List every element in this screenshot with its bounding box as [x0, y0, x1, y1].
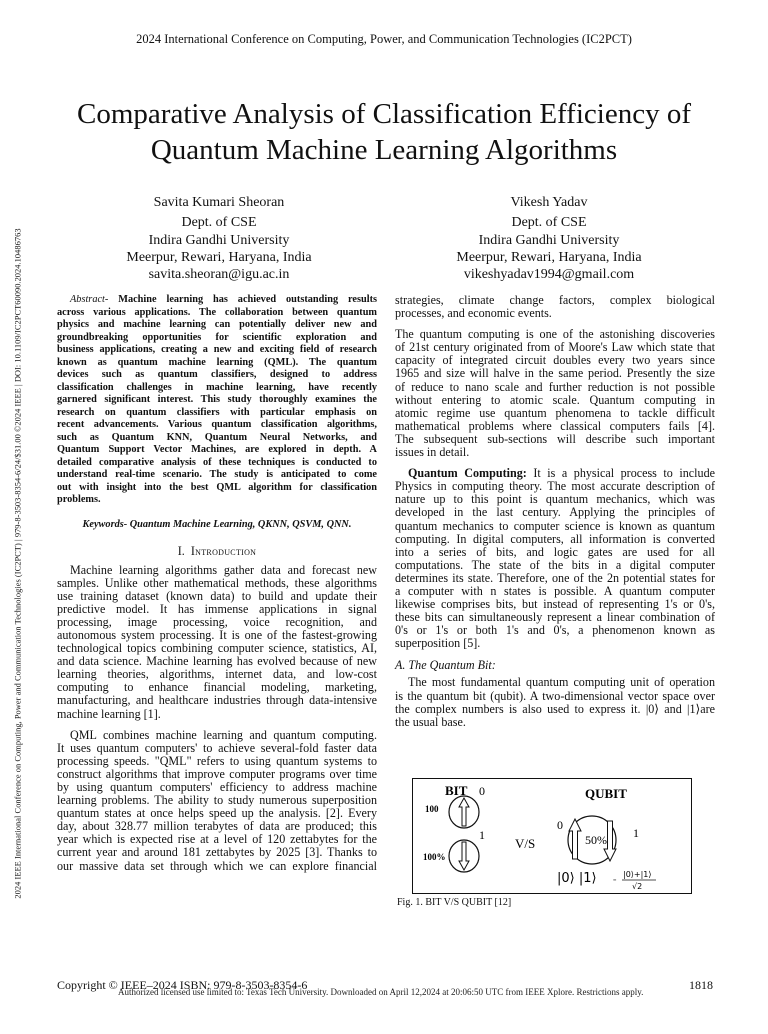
paragraph-line: manufacturing, and healthcare industries through data-intensive [57, 693, 377, 708]
right-paragraph-quantum-computing-intro [395, 328, 715, 459]
abstract-line: known as quantum machine learning (QML). The quantum [57, 356, 377, 368]
paragraph-line: Physics in computing theory. The most accurate description of [395, 479, 715, 494]
paragraph-line: quantum mechanics to computer science is known as quantum [395, 518, 715, 533]
bit-percent-bottom: 100% [423, 852, 446, 862]
paragraph-line: quantum states at once helps speed up the analysis. [2]. Every [57, 806, 377, 821]
abstract-line: detailed comparative analysis of these techniques is conducted to [57, 456, 377, 468]
paragraph-line: The most fundamental quantum computing unit of operation [408, 675, 715, 690]
paragraph-line: 1965 and size will halve in the same period. Presently the size [395, 366, 715, 381]
abstract-line [57, 294, 377, 307]
right-paragraph-quantum-computing [395, 467, 715, 650]
title-line-2: Quantum Machine Learning Algorithms [150, 134, 618, 166]
section-number: I. [177, 543, 185, 558]
author-location: Meerpur, Rewari, Haryana, India [126, 249, 312, 265]
paragraph-line: superposition [5]. [395, 636, 481, 651]
abstract-line: physics and machine learning can potentially deliver new and [57, 319, 377, 330]
paragraph-line: Machine learning algorithms gather data and forecast new [70, 562, 377, 577]
paragraph-line: predictive model. It has immense applications in signal [57, 601, 377, 616]
paragraph-line: It uses quantum computers' to achieve several-fold faster data [57, 740, 377, 755]
paragraph-line: issues in detail. [395, 445, 470, 460]
author-name: Savita Kumari Sheoran [153, 195, 285, 210]
author-university: Indira Gandhi University [148, 232, 290, 248]
ket-notation: |0⟩ |1⟩ [557, 871, 597, 886]
paragraph-line: learning problems. The ability to study numerous superposition [57, 793, 377, 808]
bit-one-label: 1 [479, 828, 485, 842]
author-location: Meerpur, Rewari, Haryana, India [456, 249, 642, 265]
paragraph-line: without entering to atomic scale. Quantum computing in [395, 392, 715, 407]
figure-diagram [413, 779, 691, 893]
abstract-line: problems. [57, 494, 101, 505]
versus-label: V/S [515, 836, 536, 851]
page-number: 1818 [689, 978, 713, 992]
paragraph-line: and data science. Machine learning has evolved because of new [57, 654, 377, 669]
paragraph-line: processing, image processing, voice recognition, and [57, 614, 377, 629]
paragraph-line: day, about 328.77 million terabytes of data are produced; this [57, 819, 377, 834]
paragraph-line: samples. Unlike other mathematical methods, these algorithms [57, 575, 377, 590]
author-block-2 [399, 194, 699, 283]
author-email: savita.sheoran@igu.ac.in [148, 267, 290, 283]
figure-caption: Fig. 1. BIT V/S QUBIT [12] [397, 897, 512, 908]
left-column [57, 294, 377, 881]
paragraph-line: determines its state. Therefore, one of the 2n potential states for [395, 570, 715, 585]
paragraph-line: a computer with n states is possible. A quantum computer [395, 583, 715, 598]
paragraph-line: machine learning [1]. [57, 706, 161, 721]
formula-numerator: |0⟩+|1⟩ [623, 870, 652, 879]
paragraph-line: current year and around 181 zettabytes by 2025 [3]. Thanks to [57, 845, 377, 860]
abstract-line: garnered significant interest. This study thoroughly examines the [57, 394, 377, 405]
abstract-line: groundbreaking opportunities for scientific exploration and [57, 331, 377, 343]
abstract-label: Abstract- [70, 294, 109, 305]
paragraph-line: of 21st century originated from of Moore's Law which state that [395, 340, 715, 355]
qubit-zero-label: 0 [557, 818, 563, 832]
paragraph-line: year which is expected rise at a level of 120 zettabytes for the [57, 832, 377, 847]
bit-up-arrow-icon [459, 798, 469, 826]
paragraph-line: atomic regime use quantum phenomena to tackle difficult [395, 405, 715, 420]
paragraph-line: our massive data set through which we can explore financial [57, 858, 377, 873]
license-notice: Authorized licensed use limited to: Texas Tech University. Downloaded on April 12,2024 at 20:06:50 UTC from IEEE Xplore. Restrictions apply. [118, 987, 644, 997]
author-dept: Dept. of CSE [181, 215, 257, 231]
paragraph-line: the usual base. [395, 714, 466, 729]
right-paragraph-quantum-bit [395, 676, 715, 728]
abstract-first-line-text: Machine learning has achieved outstanding results [118, 294, 378, 305]
run-in-heading: Quantum Computing: [408, 466, 527, 481]
paragraph-line: nature up to this point is quantum mechanics, which was [395, 492, 715, 507]
paragraph-line: is the quantum bit (qubit). A two-dimensional vector space over [395, 688, 715, 703]
paragraph-line: processes, and economic events. [395, 306, 552, 321]
paper-title [0, 96, 768, 168]
copyright-footer: Copyright © IEEE–2024 ISBN: 979-8-3503-8354-6 [57, 978, 308, 992]
paragraph-line: capacity of integrated circuit doubles every two years since [395, 353, 715, 368]
equals-sign: = [613, 878, 617, 884]
doi-side-note: 2024 IEEE International Conference on Computing, Power and Communication Technologies (IC2PCT) | 979-8-3503-8354-6/24/$31.00 ©2024 IEEE | DOI: 10.1109/IC2PCT60090.2024.10486763 [13, 228, 23, 899]
qubit-percent: 50% [585, 833, 607, 847]
paragraph-line: computing to enhance financial modeling, marketing, [57, 680, 377, 695]
paragraph-line: into a series of bits, and logic gates are used for all [395, 544, 715, 559]
subsection-heading-quantum-bit: A. The Quantum Bit: [395, 658, 496, 673]
paragraph-line: of reduce to nano scale and further reduction is not possible [395, 379, 715, 394]
intro-paragraph-1 [57, 564, 377, 721]
paragraph-line: these bits can simultaneously represent a linear combination of [395, 610, 715, 625]
paragraph-line-text: It is a physical process to include [533, 466, 715, 481]
paragraph-line: processing speeds. "QML" refers to using quantum systems to [57, 753, 377, 768]
abstract-line: business applications, creating a new and exciting field of research [57, 344, 377, 355]
paragraph-line: use training dataset (known data) to build and update their [57, 588, 377, 603]
abstract-line: classification challenges in machine learning, have recently [57, 381, 377, 393]
author-name: Vikesh Yadav [510, 195, 588, 210]
author-block-1 [69, 194, 369, 283]
abstract-line: devices such as quantum classifiers, designed to address [57, 369, 377, 380]
paragraph-line: The subsequent sub-sections will describe such important [395, 431, 715, 446]
author-dept: Dept. of CSE [511, 215, 587, 231]
bit-zero-label: 0 [479, 784, 485, 798]
figure-bit-vs-qubit [412, 778, 692, 894]
abstract-line: research on quantum classifiers with particular emphasis on [57, 406, 377, 418]
paragraph-line: learning theories, algorithms, internet data, and low-cost [57, 667, 377, 682]
formula-denominator: √2 [632, 882, 643, 891]
paragraph-line: construct algorithms that improve computer programs over time [57, 766, 377, 781]
abstract-line: Quantum Support Vector Machines, are explored in depth. A [57, 444, 377, 455]
qubit-one-label: 1 [633, 826, 639, 840]
paragraph-line: the complex numbers is also used to express it. |0⟩ and |1⟩are [395, 701, 715, 716]
title-line-1: Comparative Analysis of Classification Efficiency of [77, 98, 691, 130]
bit-down-arrow-icon [459, 842, 469, 870]
keywords: Keywords- Quantum Machine Learning, QKNN, QSVM, QNN. [82, 518, 352, 530]
paragraph-line: autonomous system processing. It is one of the fastest-growing [57, 627, 377, 642]
abstract-line: across various applications. The collaboration between quantum [57, 306, 377, 318]
paragraph-line: computing. In digital computers, all information is converted [395, 531, 715, 546]
conference-header: 2024 International Conference on Computing, Power, and Communication Technologies (IC2PCT) [136, 32, 632, 46]
section-heading-introduction [57, 544, 377, 559]
right-paragraph-continuation [395, 294, 715, 320]
author-email: vikeshyadav1994@gmail.com [463, 267, 635, 283]
paragraph-line: strategies, climate change factors, complex biological [395, 293, 715, 307]
paragraph-line: 0's or 1's or both 1's and 0's, a phenomenon known as [395, 623, 715, 638]
abstract-line: recent advancements. Various quantum classification algorithms, [57, 419, 377, 430]
author-university: Indira Gandhi University [478, 232, 620, 248]
bit-percent-top: 100 [425, 804, 439, 814]
qubit-up-arrow-icon [569, 819, 581, 859]
abstract-line: such as Quantum KNN, Quantum Neural Networks, and [57, 431, 377, 443]
paragraph-line: by using quantum computers' efficiency to address machine [57, 780, 377, 794]
paragraph-line: computations. The state of the bits in a digital computer [395, 557, 715, 572]
paragraph-line: technological topics combining computer science, statistics, AI, [57, 641, 377, 656]
abstract-line: understand real-time scenario. The study is anticipated to come [57, 469, 377, 480]
qubit-label: QUBIT [585, 786, 627, 801]
paragraph-line: mathematical problems where classical computers fails [4]. [395, 418, 715, 433]
abstract-line: out with insight into the best QML algorithm for classification [57, 481, 377, 493]
section-title: Introduction [190, 543, 257, 558]
paragraph-line: developed in the last century. Applying the principles of [395, 505, 715, 520]
paragraph-line: likewise comprises bits, but instead of representing 1's or 0's, [395, 597, 715, 612]
paragraph-line: The quantum computing is one of the astonishing discoveries [395, 327, 715, 342]
paragraph-line: QML combines machine learning and quantum computing. [70, 727, 377, 742]
abstract [57, 294, 377, 507]
right-column [395, 294, 715, 737]
intro-paragraph-2 [57, 729, 377, 873]
bit-label: BIT [445, 783, 468, 798]
